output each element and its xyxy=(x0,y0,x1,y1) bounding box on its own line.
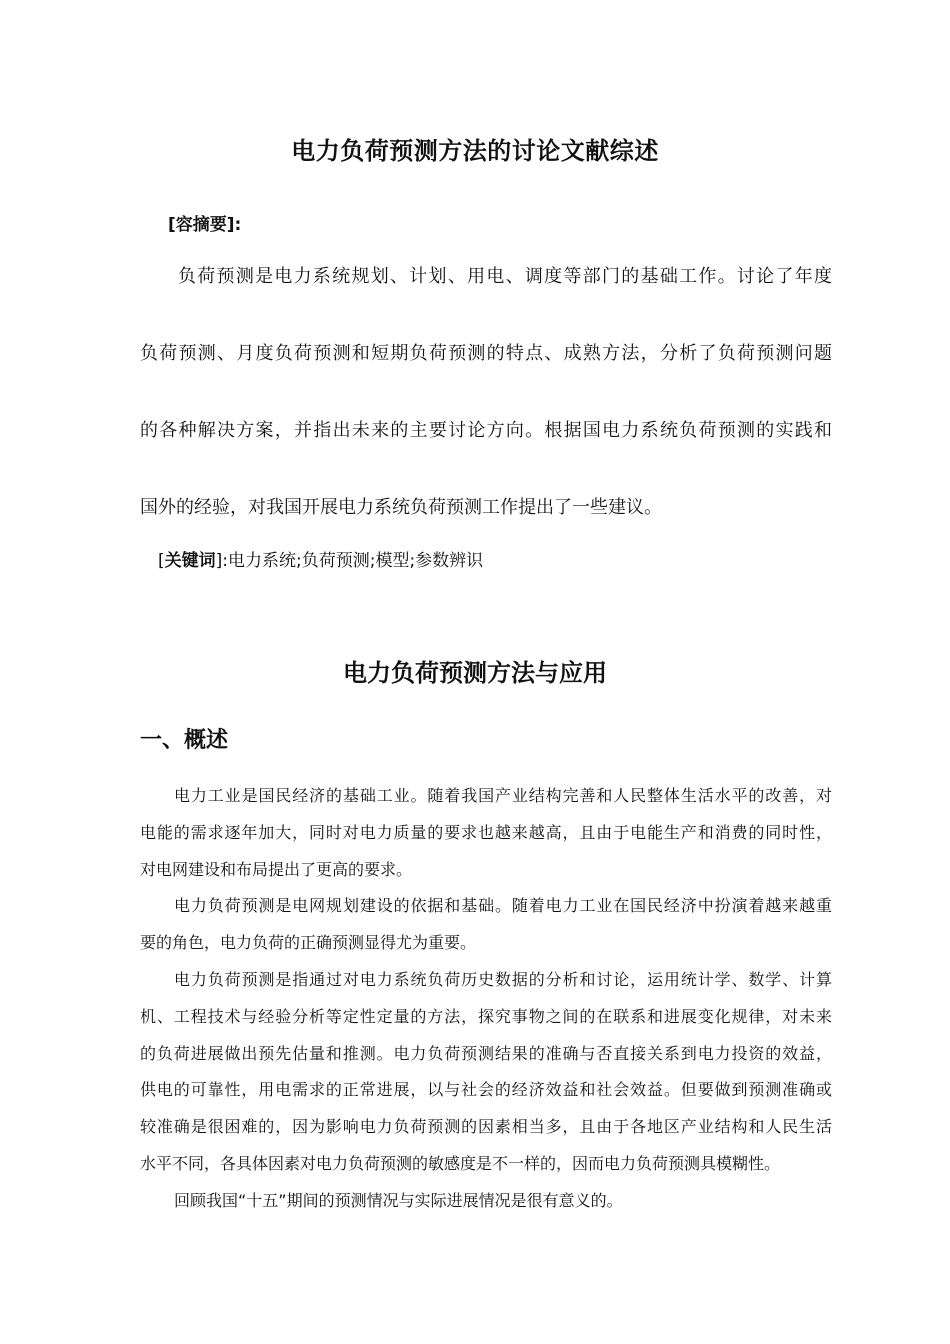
abstract-line: 的各种解决方案，并指出未来的主要讨论方向。根据国电力系统负荷预测的实践和 xyxy=(140,420,832,441)
paragraph-line: 电力工业是国民经济的基础工业。随着我国产业结构完善和人民整体生活水平的改善，对 xyxy=(174,786,832,805)
abstract-line: 负荷预测是电力系统规划、计划、用电、调度等部门的基础工作。讨论了年度 xyxy=(178,266,832,287)
paragraph-line: 水平不同，各具体因素对电力负荷预测的敏感度是不一样的，因而电力负荷预测具模糊性。 xyxy=(140,1153,781,1173)
abstract-line: 国外的经验，对我国开展电力系统负荷预测工作提出了一些建议。 xyxy=(140,497,662,518)
paragraph-line: 回顾我国“十五”期间的预测情况与实际进展情况是很有意义的。 xyxy=(174,1190,623,1210)
keywords-label: 关键词 xyxy=(164,551,216,571)
keywords-open-bracket: [ xyxy=(158,551,165,571)
paragraph-line: 对电网建设和布局提出了更高的要求。 xyxy=(140,859,413,879)
paragraph-line: 电能的需求逐年加大，同时对电力质量的要求也越来越高，且由于电能生产和消费的同时性， xyxy=(140,822,832,842)
paragraph-line: 电力负荷预测是电网规划建设的依据和基础。随着电力工业在国民经济中扮演着越来越重 xyxy=(174,896,832,916)
paragraph-line: 的负荷进展做出预先估量和推测。电力负荷预测结果的准确与否直接关系到电力投资的效益， xyxy=(140,1043,832,1063)
paragraph-line: 较准确是很困难的，因为影响电力负荷预测的因素相当多，且由于各地区产业结构和人民生活 xyxy=(140,1117,832,1137)
abstract-body xyxy=(140,258,832,566)
paragraph-line: 供电的可靠性，用电需求的正常进展，以与社会的经济效益和社会效益。但要做到预测准确或 xyxy=(140,1080,832,1100)
body-text xyxy=(140,778,832,1220)
keywords-line xyxy=(158,547,483,575)
paragraph-line: 机、工程技术与经验分析等定性定量的方法，探究事物之间的在联系和进展变化规律，对未来 xyxy=(140,1006,832,1026)
abstract-line: 负荷预测、月度负荷预测和短期负荷预测的特点、成熟方法，分析了负荷预测问题 xyxy=(140,343,832,364)
document-title: 电力负荷预测方法的讨论文献综述 xyxy=(291,137,659,165)
section-title: 电力负荷预测方法与应用 xyxy=(343,659,607,687)
heading-overview: 一、概述 xyxy=(140,728,229,753)
paragraph-line: 电力负荷预测是指通过对电力系统负荷历史数据的分析和讨论，运用统计学、数学、计算 xyxy=(174,969,832,989)
keywords-list: ]:电力系统;负荷预测;模型;参数辨识 xyxy=(215,551,484,571)
paragraph-line: 要的角色，电力负荷的正确预测显得尤为重要。 xyxy=(140,933,477,953)
abstract-label: [容摘要]: xyxy=(168,215,242,235)
